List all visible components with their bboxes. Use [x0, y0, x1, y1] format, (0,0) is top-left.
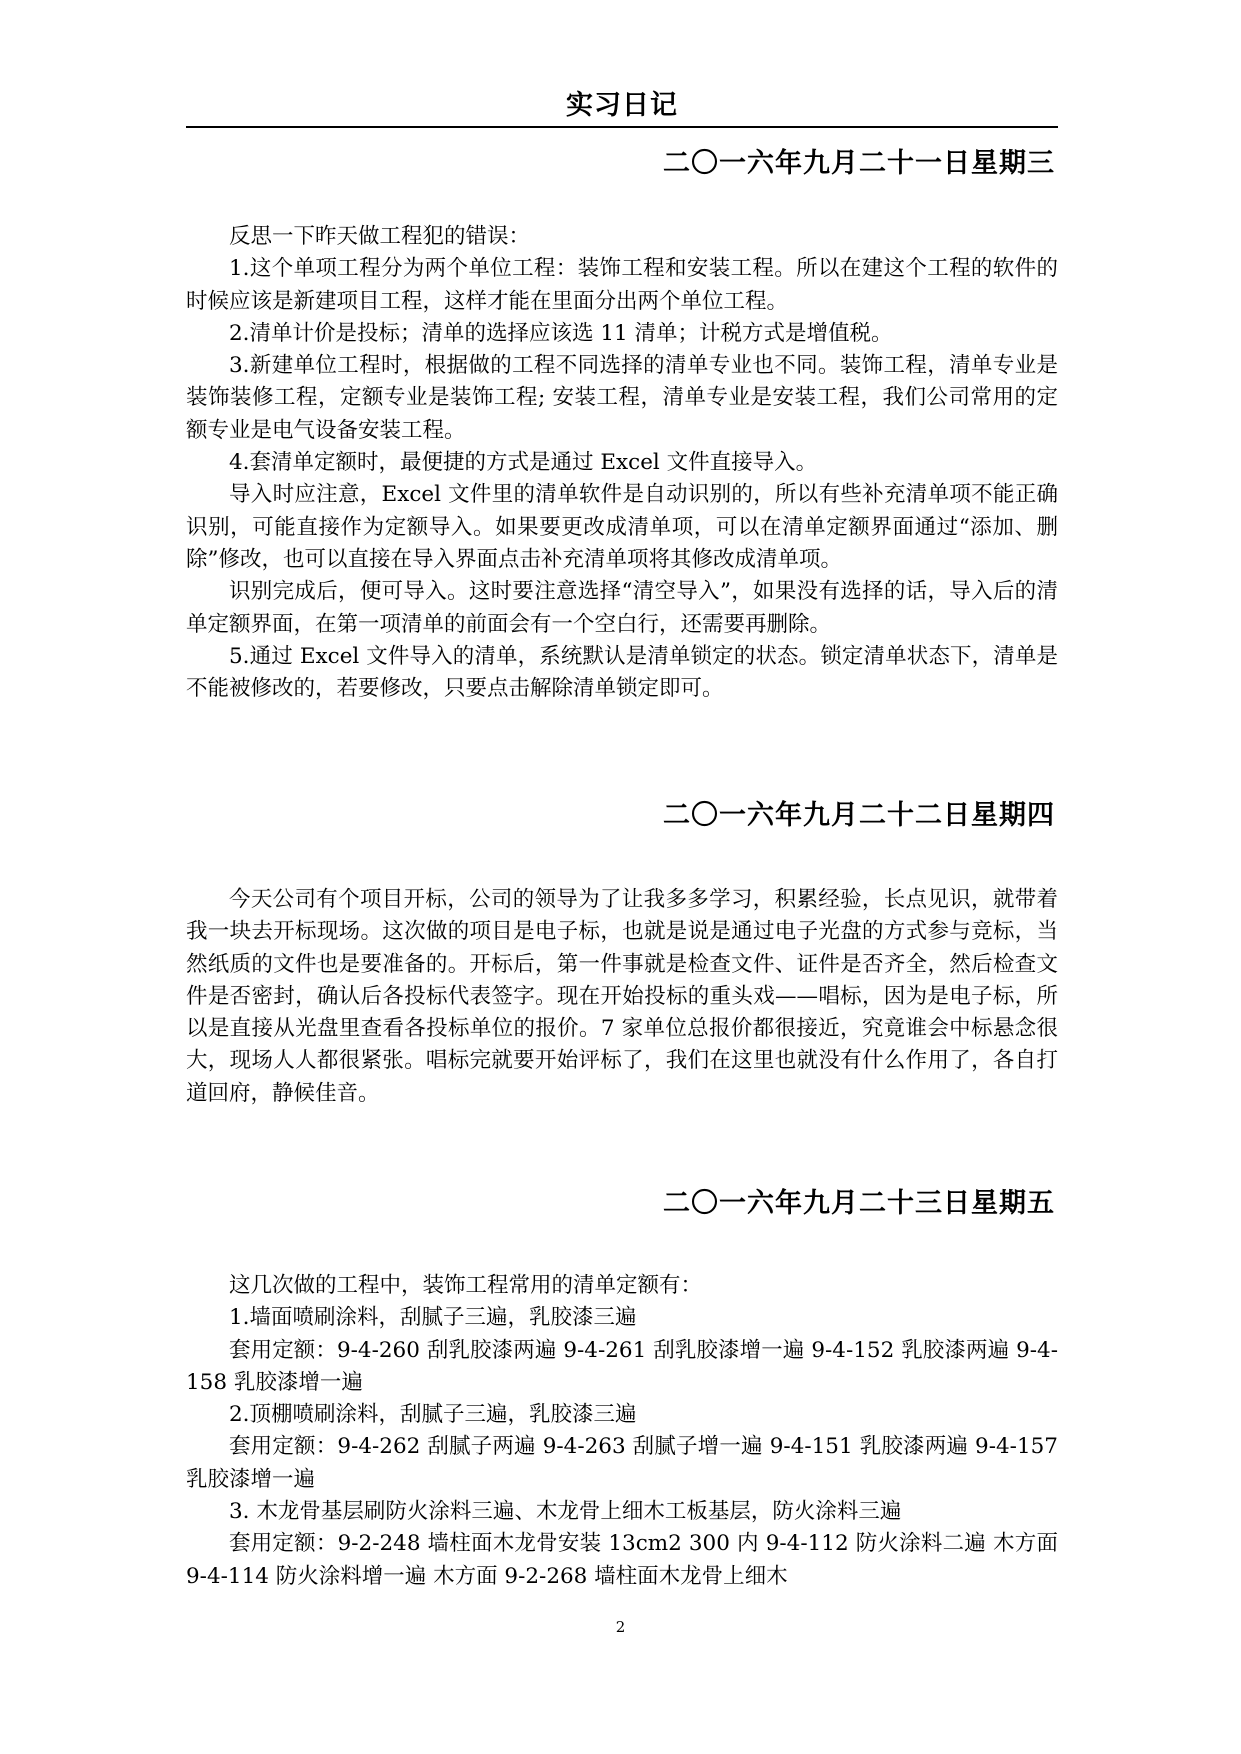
paragraph: 3.新建单位工程时，根据做的工程不同选择的清单专业也不同。装饰工程，清单专业是装饰装修工程，定额专业是装饰工程; 安装工程，清单专业是安装工程，我们公司常用的定额专业是电气设备安装工程。	[186, 353, 1058, 443]
paragraph: 5.通过 Excel 文件导入的清单，系统默认是清单锁定的状态。锁定清单状态下，清单是不能被修改的，若要修改，只要点击解除清单锁定即可。	[186, 643, 1058, 702]
paragraph: 这几次做的工程中，装饰工程常用的清单定额有：	[229, 1273, 703, 1298]
paragraph: 今天公司有个项目开标，公司的领导为了让我多多学习，积累经验，长点见识，就带着我一块去开标现场。这次做的项目是电子标，也就是说是通过电子光盘的方式参与竞标，当然纸质的文件也是要准备的。开标后，第一件事就是检查文件、证件是否齐全，然后检查文件是否密封，确认后各投标代表签字。现在开始投标的重头戏——唱标，因为是电子标，所以是直接从光盘里查看各投标单位的报价。7 家单位总报价都很接近，究竟谁会中标悬念很大，现场人人都很紧张。唱标完就要开始评标了，我们在这里也就没有什么作用了，各自打道回府，静候佳音。	[186, 887, 1058, 1106]
paragraph: 套用定额：9-4-262 刮腻子两遍 9-4-263 刮腻子增一遍 9-4-151 乳胶漆两遍 9-4-157 乳胶漆增一遍	[186, 1434, 1058, 1492]
paragraph: 4.套清单定额时，最便捷的方式是通过 Excel 文件直接导入。	[229, 450, 818, 476]
paragraph: 3. 木龙骨基层刷防火涂料三遍、木龙骨上细木工板基层，防火涂料三遍	[229, 1499, 902, 1525]
entry-body	[186, 221, 1058, 705]
paragraph: 识别完成后，便可导入。这时要注意选择“清空导入”，如果没有选择的话，导入后的清单定额界面，在第一项清单的前面会有一个空白行，还需要再删除。	[186, 579, 1058, 637]
paragraph: 1.这个单项工程分为两个单位工程：装饰工程和安装工程。所以在建这个工程的软件的时候应该是新建项目工程，这样才能在里面分出两个单位工程。	[186, 256, 1058, 314]
entry-date-heading: 二〇一六年九月二十二日星期四	[663, 800, 1055, 831]
page-title: 实习日记	[566, 90, 678, 121]
page-number: 2	[615, 1618, 626, 1636]
entry-date-heading: 二〇一六年九月二十一日星期三	[663, 148, 1055, 179]
paragraph: 套用定额：9-4-260 刮乳胶漆两遍 9-4-261 刮乳胶漆增一遍 9-4-152 乳胶漆两遍 9-4-158 乳胶漆增一遍	[186, 1337, 1058, 1395]
entry-body	[186, 1270, 1058, 1593]
entry-body	[186, 884, 1058, 1110]
paragraph: 反思一下昨天做工程犯的错误：	[229, 224, 531, 249]
paragraph: 2.顶棚喷刷涂料，刮腻子三遍，乳胶漆三遍	[229, 1402, 637, 1428]
paragraph: 导入时应注意，Excel 文件里的清单软件是自动识别的，所以有些补充清单项不能正确识别，可能直接作为定额导入。如果要更改成清单项，可以在清单定额界面通过“添加、删除”修改，也可以直接在导入界面点击补充清单项将其修改成清单项。	[186, 482, 1058, 572]
paragraph: 1.墙面喷刷涂料，刮腻子三遍，乳胶漆三遍	[229, 1305, 637, 1331]
paragraph: 2.清单计价是投标；清单的选择应该选 11 清单；计税方式是增值税。	[229, 320, 893, 346]
entry-date-heading: 二〇一六年九月二十三日星期五	[663, 1188, 1055, 1219]
paragraph: 套用定额：9-2-248 墙柱面木龙骨安装 13cm2 300 内 9-4-112 防火涂料二遍 木方面 9-4-114 防火涂料增一遍 木方面 9-2-268 墙柱面木龙骨上细木	[186, 1531, 1058, 1589]
page-header	[186, 86, 1058, 128]
